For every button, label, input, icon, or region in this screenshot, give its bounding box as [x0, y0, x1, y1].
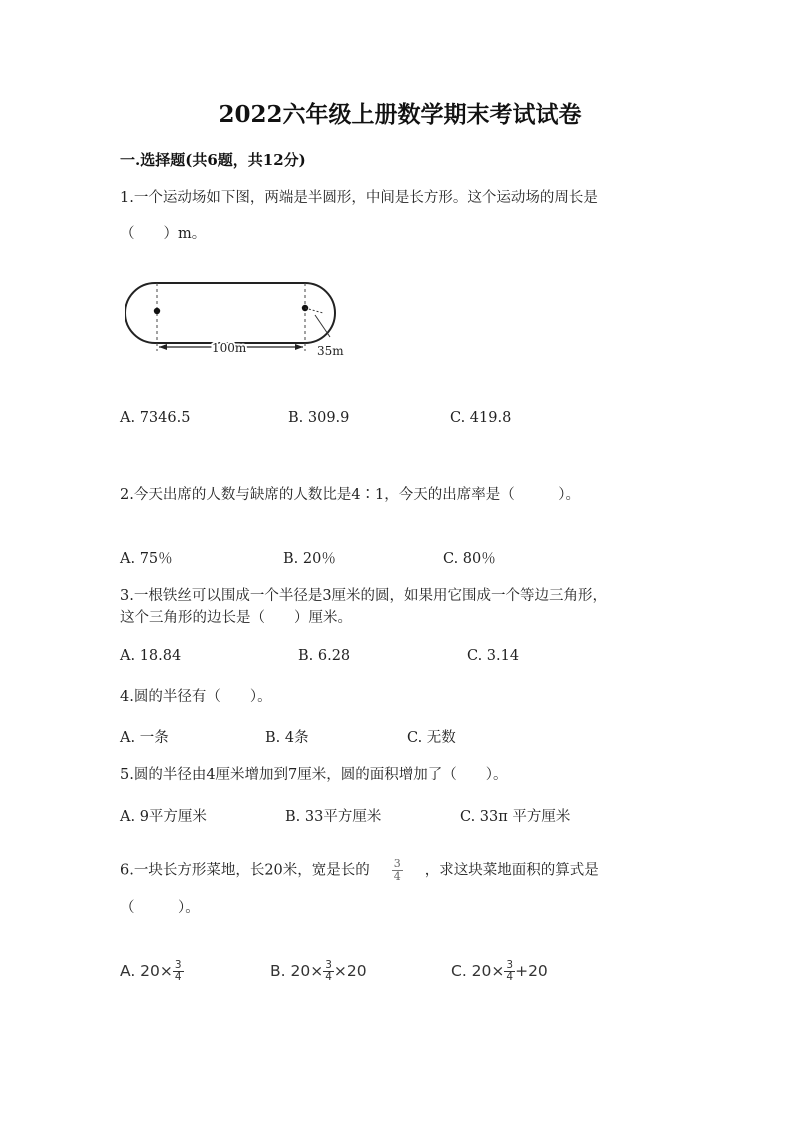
- q3-option-b[interactable]: B. 6.28: [298, 648, 351, 664]
- q3-option-c[interactable]: C. 3.14: [467, 648, 520, 664]
- q5-option-c[interactable]: C. 33π 平方厘米: [460, 809, 571, 825]
- q1-option-a[interactable]: A. 7346.5: [120, 410, 191, 426]
- left-arrow: [159, 344, 167, 350]
- q6-option-b[interactable]: [270, 960, 367, 983]
- question-6-text: [120, 858, 599, 883]
- q5-option-a[interactable]: A. 9平方厘米: [120, 809, 207, 825]
- q4-option-c[interactable]: C. 无数: [407, 730, 456, 746]
- q6-option-a-fraction: [173, 960, 184, 983]
- q6-option-b-label: B. 20×: [270, 962, 324, 980]
- question-3-line1: 3.一根铁丝可以围成一个半径是3厘米的圆，如果用它围成一个等边三角形，: [120, 588, 608, 604]
- q6-option-c[interactable]: [451, 960, 548, 983]
- q1-option-b[interactable]: B. 309.9: [288, 410, 350, 426]
- question-6-prefix: 6.一块长方形菜地，长20米，宽是长的: [120, 862, 370, 879]
- q2-option-a[interactable]: A. 75％: [120, 551, 173, 567]
- fraction-three-quarters: [392, 858, 403, 883]
- q6-option-b-numerator: 3: [325, 959, 332, 971]
- question-3-line2: 这个三角形的边长是（ ）厘米。: [120, 610, 352, 626]
- q5-option-b[interactable]: B. 33平方厘米: [285, 809, 382, 825]
- section-heading: 一.选择题(共6题，共12分): [120, 151, 306, 169]
- q4-option-a[interactable]: A. 一条: [120, 730, 169, 746]
- q6-option-b-denominator: 4: [325, 971, 332, 983]
- question-6-suffix: ，求这块菜地面积的算式是: [424, 862, 599, 879]
- q6-option-c-denominator: 4: [506, 971, 514, 983]
- right-arrow: [295, 344, 303, 350]
- question-5-text: 5.圆的半径由4厘米增加到7厘米，圆的面积增加了（ ）。: [120, 767, 508, 783]
- fraction-denominator: 4: [393, 870, 401, 883]
- q6-option-c-tail: +20: [515, 962, 548, 980]
- q6-option-b-tail: ×20: [333, 962, 367, 980]
- q2-option-c[interactable]: C. 80％: [443, 551, 496, 567]
- radius-leader: [315, 315, 330, 337]
- length-label: 100m: [212, 341, 247, 355]
- q6-option-a-numerator: 3: [174, 959, 182, 971]
- q4-option-b[interactable]: B. 4条: [265, 730, 309, 746]
- radius-label: 35m: [317, 344, 344, 358]
- q6-option-b-fraction: [323, 960, 334, 983]
- q1-option-c[interactable]: C. 419.8: [450, 410, 512, 426]
- left-center-dot: [154, 308, 160, 314]
- question-6-blank: （ ）。: [120, 900, 200, 916]
- q6-option-a-label: A. 20×: [120, 962, 173, 980]
- q3-option-a[interactable]: A. 18.84: [120, 648, 182, 664]
- question-1-blank: （ ）m。: [120, 226, 207, 242]
- question-4-text: 4.圆的半径有（ ）。: [120, 689, 272, 705]
- page-title: 2022六年级上册数学期末考试试卷: [218, 101, 582, 128]
- q2-option-b[interactable]: B. 20％: [283, 551, 336, 567]
- question-1-text: 1.一个运动场如下图，两端是半圆形，中间是长方形。这个运动场的周长是: [120, 190, 598, 206]
- q6-option-c-label: C. 20×: [451, 962, 505, 980]
- question-2-text: 2.今天出席的人数与缺席的人数比是4∶1，今天的出席率是（ ）。: [120, 487, 581, 503]
- fraction-numerator: 3: [393, 857, 401, 870]
- track-diagram: [125, 275, 360, 365]
- q6-option-a[interactable]: [120, 960, 184, 983]
- q6-option-c-numerator: 3: [506, 959, 514, 971]
- q6-option-c-fraction: [504, 960, 515, 983]
- q6-option-a-denominator: 4: [174, 971, 182, 983]
